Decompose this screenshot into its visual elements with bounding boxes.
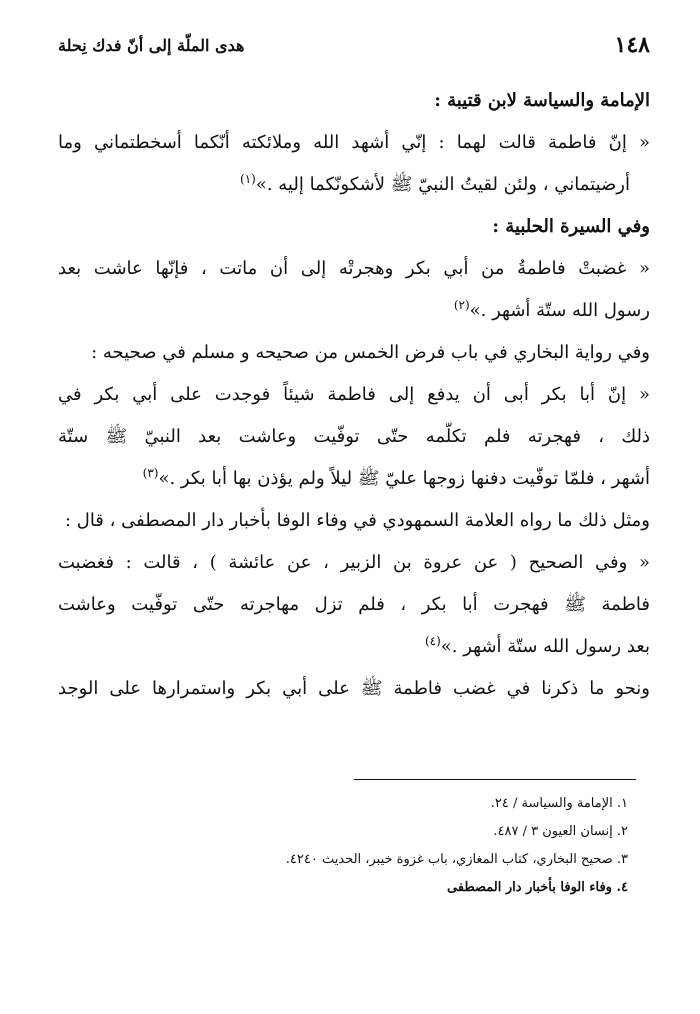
footnote-marker: (٣) <box>142 466 159 480</box>
footnote: ٢. إنسان العيون ٣ / ٤٨٧. <box>493 824 628 839</box>
main-text <box>58 80 650 710</box>
quote-line: « إنّ أبا بكر أبى أن يدفع إلى فاطمة شيئاً فوجدت على أبي بكر في <box>58 384 650 405</box>
footnote: ٤. وفاء الوفا بأخبار دار المصطفى <box>446 880 628 895</box>
intro-line: ومثل ذلك ما رواه العلامة السمهودي في وفاء الوفا بأخبار دار المصطفى ، قال : <box>64 510 650 531</box>
quote-line: « وفي الصحيح ( عن عروة بن الزبير ، عن عائشة ) ، قالت : فغضبت <box>58 552 650 573</box>
footnote: ١. الإمامة والسياسة / ٢٤. <box>490 796 628 811</box>
footnote-marker: (٤) <box>424 634 441 648</box>
source-heading: الإمامة والسياسة لابن قتيبة : <box>434 90 650 111</box>
page-header <box>58 30 650 60</box>
quote-line-end: رسول الله ستّة أشهر .»$^{(٢)}$ <box>453 298 650 321</box>
footnote-marker: (٢) <box>453 298 470 312</box>
quote-line: ذلك ، فهجرته فلم تكلّمه حتّى توفّيت وعاشت بعد النبيّ ﷺ ستّة <box>58 426 650 447</box>
footnote-separator <box>354 779 636 780</box>
quote-line-end: أشهر ، فلمّا توفّيت دفنها زوجها عليّ ﷺ ليلاً ولم يؤذن بها أبا بكر .»$^{(٣)}$ <box>142 466 650 489</box>
quote-line-end: بعد رسول الله ستّة أشهر .»$^{(٤)}$ <box>424 634 650 657</box>
quote-line: « غضبتْ فاطمةُ من أبي بكر وهجرتْه إلى أن ماتت ، فإنّها عاشت بعد <box>58 258 650 279</box>
running-title: هدى الملّة إلى أنّ فدك نِحلة <box>58 35 245 55</box>
quote-line: فاطمة ﷺ فهجرت أبا بكر ، فلم تزل مهاجرته حتّى توفّيت وعاشت <box>58 594 650 615</box>
footnotes <box>58 790 628 902</box>
footnote-marker: (١) <box>240 172 256 186</box>
body-line: ونحو ما ذكرنا في غضب فاطمة ﷺ على أبي بكر واستمرارها على الوجد <box>58 678 650 699</box>
quote-line-end: أرضيتماني ، ولئن لقيتُ النبيّ ﷺ لأشكونّكما إليه .»$^{(١)}$ <box>240 172 630 195</box>
source-heading: وفي السيرة الحلبية : <box>492 216 650 237</box>
page-number: ١٤٨ <box>614 32 650 58</box>
quote-line: « إنّ فاطمة قالت لهما : إنّي أشهد الله وملائكته أنّكما أسخطتماني وما <box>58 132 650 153</box>
intro-line: وفي رواية البخاري في باب فرض الخمس من صحيحه و مسلم في صحيحه : <box>91 342 650 363</box>
footnote: ٣. صحيح البخاري، كتاب المغازي، باب غزوة خيبر، الحديث ٤٢٤٠. <box>285 852 628 867</box>
